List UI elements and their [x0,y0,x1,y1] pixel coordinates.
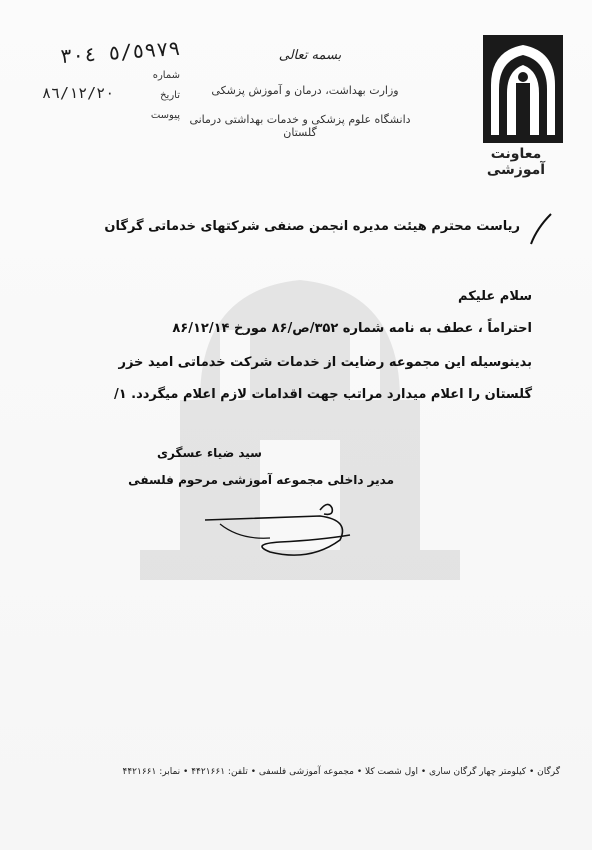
attachment-label: پیوست [150,110,180,121]
salutation: سلام علیکم [458,289,532,304]
signer-name: سید ضیاء عسگری [157,446,262,460]
signature [200,480,400,570]
attachment-field [60,110,180,128]
date-field [42,84,180,108]
number-label: شماره [152,70,180,81]
footer-address: گرگان • کیلومتر چهار گرگان ساری • اول شصت کلا • مجموعه آموزشی فلسفی • تلفن: ۴۴۲۱۶۶۱ • نمابر: ۴۴۲۱۶۶۱ [122,767,560,777]
department-name: معاونت آموزشی [486,146,546,178]
signer-title: مدیر داخلی مجموعه آموزشی مرحوم فلسفی [128,473,394,487]
body-line-1: احتراماً ، عطف به نامه شماره ۳۵۲/ص/۸۶ مورخ ۸۶/۱۲/۱۴ [172,321,532,336]
body-line-2: بدینوسیله این مجموعه رضایت از خدمات شرکت خدماتی امید خزر [118,355,532,370]
letter-fields [42,52,180,132]
university-name: دانشگاه علوم پزشکی و خدمات بهداشتی درمانی گلستان [189,113,411,139]
pen-mark-icon [525,210,555,250]
university-logo [483,35,563,143]
ministry-name: وزارت بهداشت، درمان و آموزش پزشکی [211,84,399,97]
body-line-3: گلستان را اعلام میدارد مراتب جهت اقدامات لازم اعلام میگردد. ۱/ [113,387,532,402]
date-label: تاریخ [160,90,180,101]
handwritten-number: ٥/٥٩٧٩ ٣٠٤ [59,35,182,69]
bismillah: بسمه تعالی [278,48,342,63]
date-value: ٨٦/١٢/٢٠ [42,84,115,102]
recipient: ریاست محترم هیئت مدیره انجمن صنفی شرکتهای خدماتی گرگان [104,219,520,234]
